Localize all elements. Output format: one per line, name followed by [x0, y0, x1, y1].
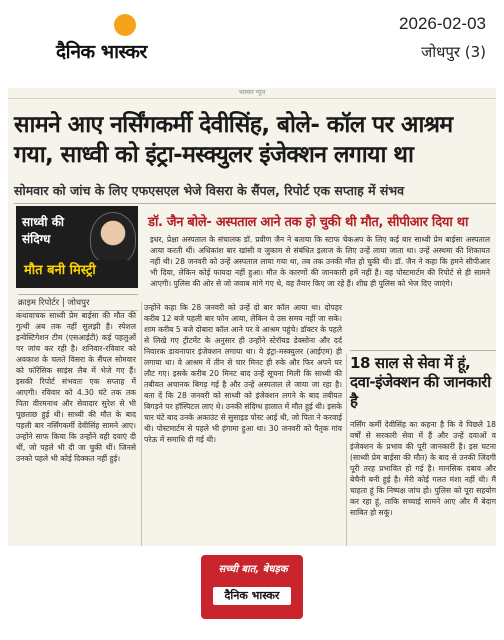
- footer-tagline: सच्ची बात, बेधड़क: [218, 564, 288, 575]
- sidebar-rule: [350, 350, 496, 351]
- news-clipping: [8, 88, 496, 546]
- headline-line-2: गया, साध्वी को इंट्रा-मस्क्युलर इंजेक्शन लगाया था: [14, 142, 414, 168]
- headline-line-1: सामने आए नर्सिंगकर्मी देवीसिंह, बोले- कॉल पर आश्रम: [14, 112, 453, 138]
- column-divider: [141, 302, 142, 546]
- brand-name: दैनिक भास्कर: [56, 41, 147, 63]
- sidebar-box: [350, 354, 496, 518]
- badge-death-text: मौत बनी मिस्ट्री: [20, 260, 136, 278]
- masthead-strip: भास्कर न्यूज: [8, 88, 496, 99]
- sidebar-body: नर्सिंग कर्मी देवीसिंह का कहना है कि वे पिछले 18 वर्षों से सरकारी सेवा में हैं और उन्हें दवाओं व इंजेक्शन के प्रभाव की पूरी जानकारी है। इस घटना (साध्वी प्रेम बाईसा की मौत) के बाद से उनकी जिंदगी पूरी तरह प्रभावित हो गई है। मानसिक दबाव और बेचैनी बनी हुई है। मेरी कोई गलत मंशा नहीं थी। मैं चाहता हूं कि निष्पक्ष जांच हो। पुलिस को पूरा सहयोग कर रहा हूं, ताकि सच्चाई सामने आए और मैं बेदाग साबित हो सकूं।: [350, 420, 496, 517]
- article-column-2: उन्होंने कहा कि 28 जनवरी को उन्हें दो बार कॉल आया था। दोपहर करीब 12 बजे पहली बार फोन आया, लेकिन वे उस समय नहीं जा सके। शाम करीब 5 बजे दोबारा कॉल आने पर वे आश्रम पहुंचे। डॉक्टर के पहले से लिखे गए ट्रीटमेंट के अनुसार ही उन्होंने स्टेरॉयड डेक्सोना और दर्द निवारक डायनापार इंजेक्शन लगाया था। ये इंट्रा-मस्क्युलर (आईएम) ही लगाया था। वे आश्रम में तीन से चार मिनट ही रुके और फिर अपने घर लौट गए। इसके करीब 20 मिनट बाद उन्हें सूचना मिली कि साध्वी की तबीयत अचानक बिगड़ गई है और उन्हें अस्पताल ले जाया जा रहा है। बता दें कि 28 जनवरी को साध्वी को इंजेक्शन लगने के बाद तबीयत बिगड़ने पर हॉस्पिटल लाए थे। उनकी संदिग्ध हालात में मौत हुई थी। इसके चार घंटे बाद उनके अकाउंट से सुसाइड पोस्ट आई थी, जो पिता ने करवाई थी। पोस्टमार्टम से पहले भी हंगामा हुआ था। 30 जनवरी को पैतृक गांव परेऊ में समाधि दी गई थी।: [144, 303, 342, 444]
- article-headline: [14, 110, 496, 170]
- byline: क्राइम रिपोर्टर | जोधपुर: [18, 294, 138, 311]
- badge-label: साध्वी की संदिग्ध: [22, 215, 65, 246]
- sadhvi-photo: [90, 212, 136, 264]
- sun-logo-icon: [114, 14, 136, 36]
- footer-brand-logo[interactable]: [201, 555, 303, 619]
- article-deck: सोमवार को जांच के लिए एफएसएल भेजे विसरा के सैंपल, रिपोर्ट एक सप्ताह में संभव: [14, 182, 496, 204]
- footer-brand-name: दैनिक भास्कर: [213, 587, 291, 605]
- sidebar-heading: 18 साल से सेवा में हूं, दवा-इंजेक्शन की जानकारी है: [350, 354, 491, 410]
- doctor-subhead: डॉ. जैन बोले- अस्पताल आने तक हो चुकी थी मौत, सीपीआर दिया था: [148, 215, 469, 230]
- edition-date: 2026-02-03: [399, 14, 486, 33]
- dainik-bhaskar-logo[interactable]: [56, 14, 146, 66]
- app-header: [0, 0, 504, 74]
- story-badge: [16, 206, 138, 288]
- edition-page: जोधपुर (3): [421, 43, 486, 61]
- article-column-1: कथावाचक साध्वी प्रेम बाईसा की मौत की गुत्थी अब तक नहीं सुलझी है। स्पेशल इन्वेस्टिगेशन टीम (एसआईटी) कई पहलुओं पर जांच कर रही है। शनिवार-रविवार को अवकाश के चलते विसरा के सैंपल सोमवार को फॉरेंसिक साइंस लैब में भेजे गए हैं। इसकी रिपोर्ट संभवतः एक सप्ताह में आएगी। रविवार को 4.30 घंटे तक तक पिता वीरमनाथ और सेवादार सुरेश से भी पूछताछ हुई थी। साध्वी की मौत के बाद पहली बार नर्सिंगकर्मी देवीसिंह सामने आए। उन्होंने साफ किया कि उन्होंने वही दवाएं दी थीं, जो पहले भी दी जा चुकी थीं। जिनसे उनको पहले भी कोई दिक्कत नहीं हुई।: [16, 311, 136, 463]
- column-divider: [346, 354, 347, 546]
- doctor-paragraph: इधर, प्रेक्षा अस्पताल के संचालक डॉ. प्रवीण जैन ने बताया कि स्टाफ चेकअप के लिए कई बार साध्वी प्रेम बाईसा अस्पताल आया करती थीं। अधिकांश बार खांसी व जुकाम से संबंधित इलाज के लिए उन्हें लाया जाता था। उन्हें अस्थमा की शिकायत नहीं थी। 28 जनवरी को उन्हें अस्पताल लाया गया था, तब तक उनकी मौत हो चुकी थी। डॉ. जैन ने कहा कि हमने सीपीआर भी दिया, लेकिन कोई फायदा नहीं हुआ। मौत के कारणों की जानकारी हमें नहीं है। वह पोस्टमार्टम की रिपोर्ट से ही सामने आएगी। पुलिस की ओर से जो जवाब मांगे गए थे, वह तैयार किए जा रहे हैं। शीघ्र ही पुलिस को भेज दिए जाएंगे।: [150, 235, 490, 288]
